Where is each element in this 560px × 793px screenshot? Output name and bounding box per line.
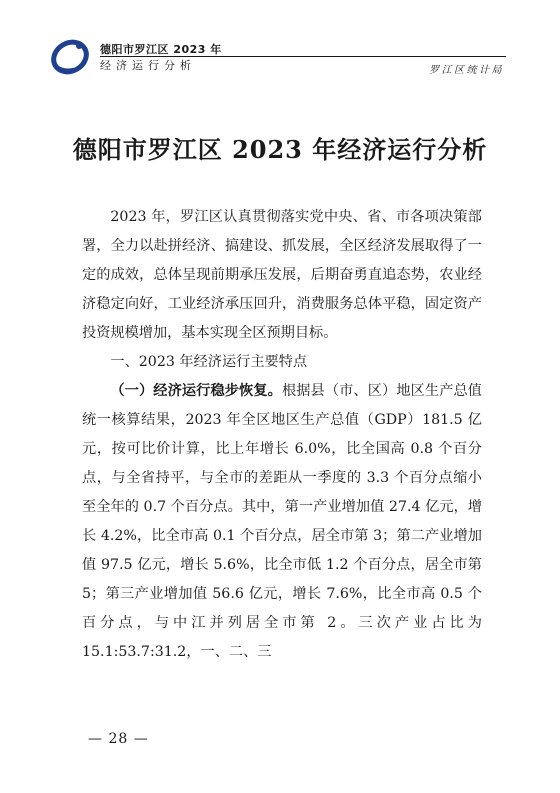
document-body [82, 203, 482, 667]
section-heading: 一、2023 年经济运行主要特点 [110, 354, 308, 370]
subsection-label: （一）经济运行稳步恢复。 [110, 383, 282, 399]
page-header [0, 0, 560, 90]
page-number: — 28 — [88, 731, 149, 747]
header-publisher: 罗江区统计局 [429, 65, 504, 76]
intro-paragraph: 2023 年，罗江区认真贯彻落实党中央、省、市各项决策部署，全力以赴拼经济、搞建设、抓发展，全区经济发展取得了一定的成效，总体呈现前期承压发展，后期奋勇直追态势，农业经济稳定向好，工业经济承压回升，消费服务总体平稳，固定资产投资规模增加，基本实现全区预期目标。 [82, 209, 482, 341]
swirl-logo-icon [50, 36, 90, 76]
subsection-text: 根据县（市、区）地区生产总值统一核算结果，2023 年全区地区生产总值（GDP）181.5 亿元，按可比价计算，比上年增长 6.0%，比全国高 0.8 个百分点，与全省持平，与全市的差距从一季度的 3.3 个百分点缩小至全年的 0.7 个百分点。其中，第一产业增加值 27.4 亿元，增长 4.2%，比全市高 0.1 个百分点，居全市第 3；第二产业增加值 97.5 亿元，增长 5.6%，比全市低 1.2 个百分点，居全市第 5；第三产业增加值 56.6 亿元，增长 7.6%，比全市高 0.5 个百分点，与中江并列居全市第 2。三次产业占比为 15.1:53.7:31.2，一、二、三 [82, 383, 482, 660]
document-title: 德阳市罗江区 2023 年经济运行分析 [72, 135, 488, 164]
subsection-paragraph [82, 377, 482, 667]
header-subtitle: 经济运行分析 [100, 59, 196, 72]
header-title: 德阳市罗江区 2023 年 [100, 43, 222, 56]
